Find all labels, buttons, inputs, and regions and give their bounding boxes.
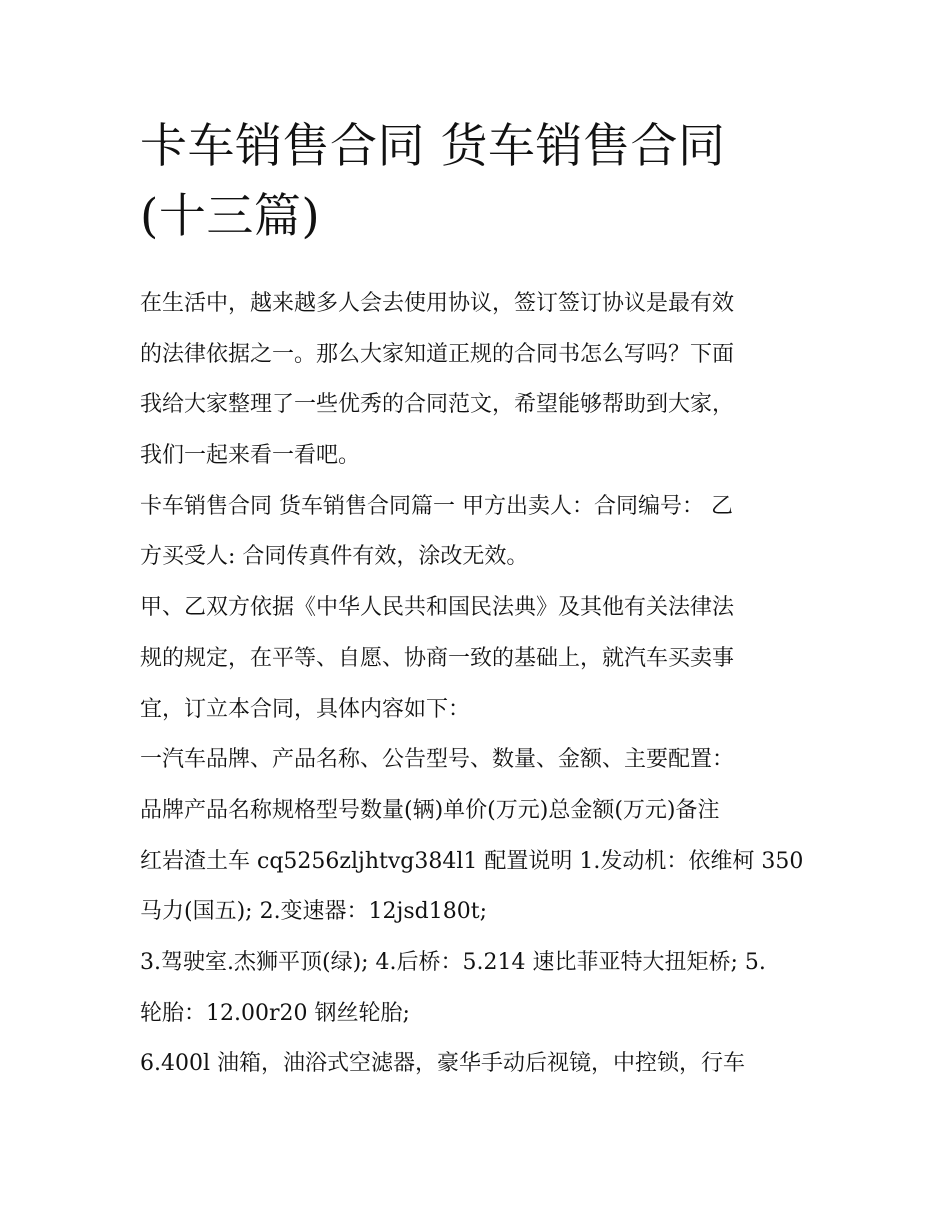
body-line: 红岩渣土车 cq5256zljhtvg384l1 配置说明 1.发动机：依维柯 350	[140, 848, 804, 874]
body-line: 甲、乙双方依据《中华人民共和国民法典》及其他有关法律法	[140, 595, 735, 621]
title-line: 卡车销售合同 货车销售合同	[140, 119, 726, 174]
body-line: 规的规定，在平等、自愿、协商一致的基础上，就汽车买卖事	[140, 645, 735, 671]
body-line: 一汽车品牌、产品名称、公告型号、数量、金额、主要配置：	[140, 747, 735, 773]
document-title	[140, 112, 820, 252]
title-line: (十三篇)	[140, 189, 321, 244]
body-line: 的法律依据之一。那么大家知道正规的合同书怎么写吗？下面	[140, 341, 735, 367]
body-line: 6.400l 油箱，油浴式空滤器，豪华手动后视镜，中控锁，行车	[140, 1051, 746, 1077]
body-line: 我给大家整理了一些优秀的合同范文，希望能够帮助到大家，	[140, 392, 735, 418]
body-line: 卡车销售合同 货车销售合同篇一 甲方出卖人：合同编号： 乙	[140, 493, 733, 519]
body-line: 品牌产品名称规格型号数量(辆)单价(万元)总金额(万元)备注	[140, 797, 720, 823]
document-body	[140, 279, 820, 1090]
body-line: 马力(国五); 2.变速器：12jsd180t;	[140, 899, 487, 925]
body-line: 轮胎：12.00r20 钢丝轮胎;	[140, 1000, 410, 1026]
body-line: 宜，订立本合同，具体内容如下：	[140, 696, 471, 722]
body-line: 方买受人: 合同传真件有效，涂改无效。	[140, 544, 529, 570]
body-line: 我们一起来看一看吧。	[140, 443, 361, 469]
body-line: 3.驾驶室.杰狮平顶(绿); 4.后桥：5.214 速比菲亚特大扭矩桥; 5.	[140, 949, 766, 975]
body-line: 在生活中，越来越多人会去使用协议，签订签订协议是最有效	[140, 291, 735, 316]
